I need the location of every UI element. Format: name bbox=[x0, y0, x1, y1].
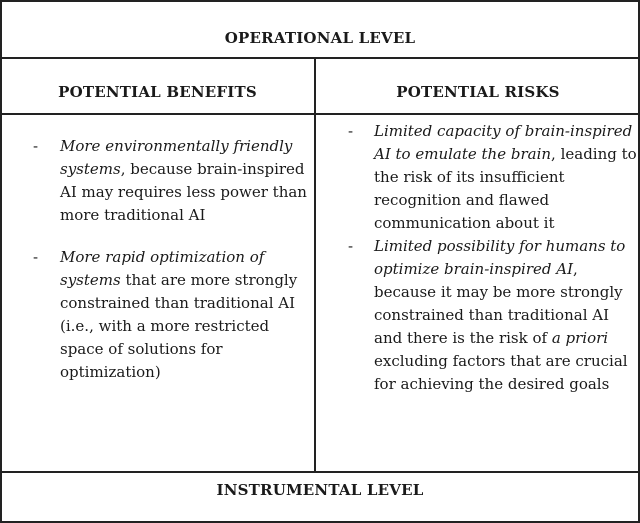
column-divider bbox=[314, 57, 316, 473]
list-item bbox=[33, 135, 311, 227]
row-divider-3 bbox=[0, 471, 640, 473]
list-item bbox=[33, 246, 311, 384]
benefit-text bbox=[33, 246, 311, 384]
risks-list bbox=[348, 120, 638, 396]
benefits-list bbox=[33, 135, 311, 384]
benefit-detail: , because brain-inspired AI may requires less power than more traditional AI bbox=[60, 160, 307, 224]
operational-level-heading: OPERATIONAL LEVEL bbox=[224, 29, 416, 47]
risk-detail: , because it may be more strongly constrained than traditional AI and there is the risk of bbox=[374, 260, 623, 347]
row-divider-2 bbox=[0, 113, 640, 115]
benefit-text bbox=[33, 135, 311, 227]
risk-detail: , leading to the risk of its insufficient recognition and flawed communication about it bbox=[374, 145, 637, 232]
bullet-dash: - bbox=[348, 237, 354, 255]
risk-inline-emphasis: a priori bbox=[551, 329, 609, 347]
list-item bbox=[348, 235, 638, 396]
potential-risks-header: POTENTIAL RISKS bbox=[396, 83, 560, 101]
bullet-dash: - bbox=[33, 248, 39, 266]
risk-detail-end: excluding factors that are crucial for achieving the desired goals bbox=[374, 352, 628, 393]
benefit-emphasis: More environmentally friendly systems bbox=[60, 137, 293, 178]
potential-benefits-header: POTENTIAL BENEFITS bbox=[58, 83, 257, 101]
table-border-top bbox=[0, 0, 640, 2]
risk-text bbox=[348, 235, 638, 396]
benefit-detail: that are more strongly constrained than traditional AI (i.e., with a more restricted space of solutions for optimization) bbox=[60, 271, 298, 381]
risk-emphasis: Limited possibility for humans to optimize brain-inspired AI bbox=[374, 237, 626, 278]
list-item bbox=[348, 120, 638, 235]
benefit-emphasis: More rapid optimization of systems bbox=[60, 248, 265, 289]
table-border-left bbox=[0, 0, 2, 523]
instrumental-level-heading: INSTRUMENTAL LEVEL bbox=[216, 481, 424, 499]
risk-emphasis: Limited capacity of brain-inspired AI to emulate the brain bbox=[374, 122, 633, 163]
bullet-dash: - bbox=[348, 122, 354, 140]
risk-text bbox=[348, 120, 638, 235]
row-divider-1 bbox=[0, 57, 640, 59]
bullet-dash: - bbox=[33, 137, 39, 155]
